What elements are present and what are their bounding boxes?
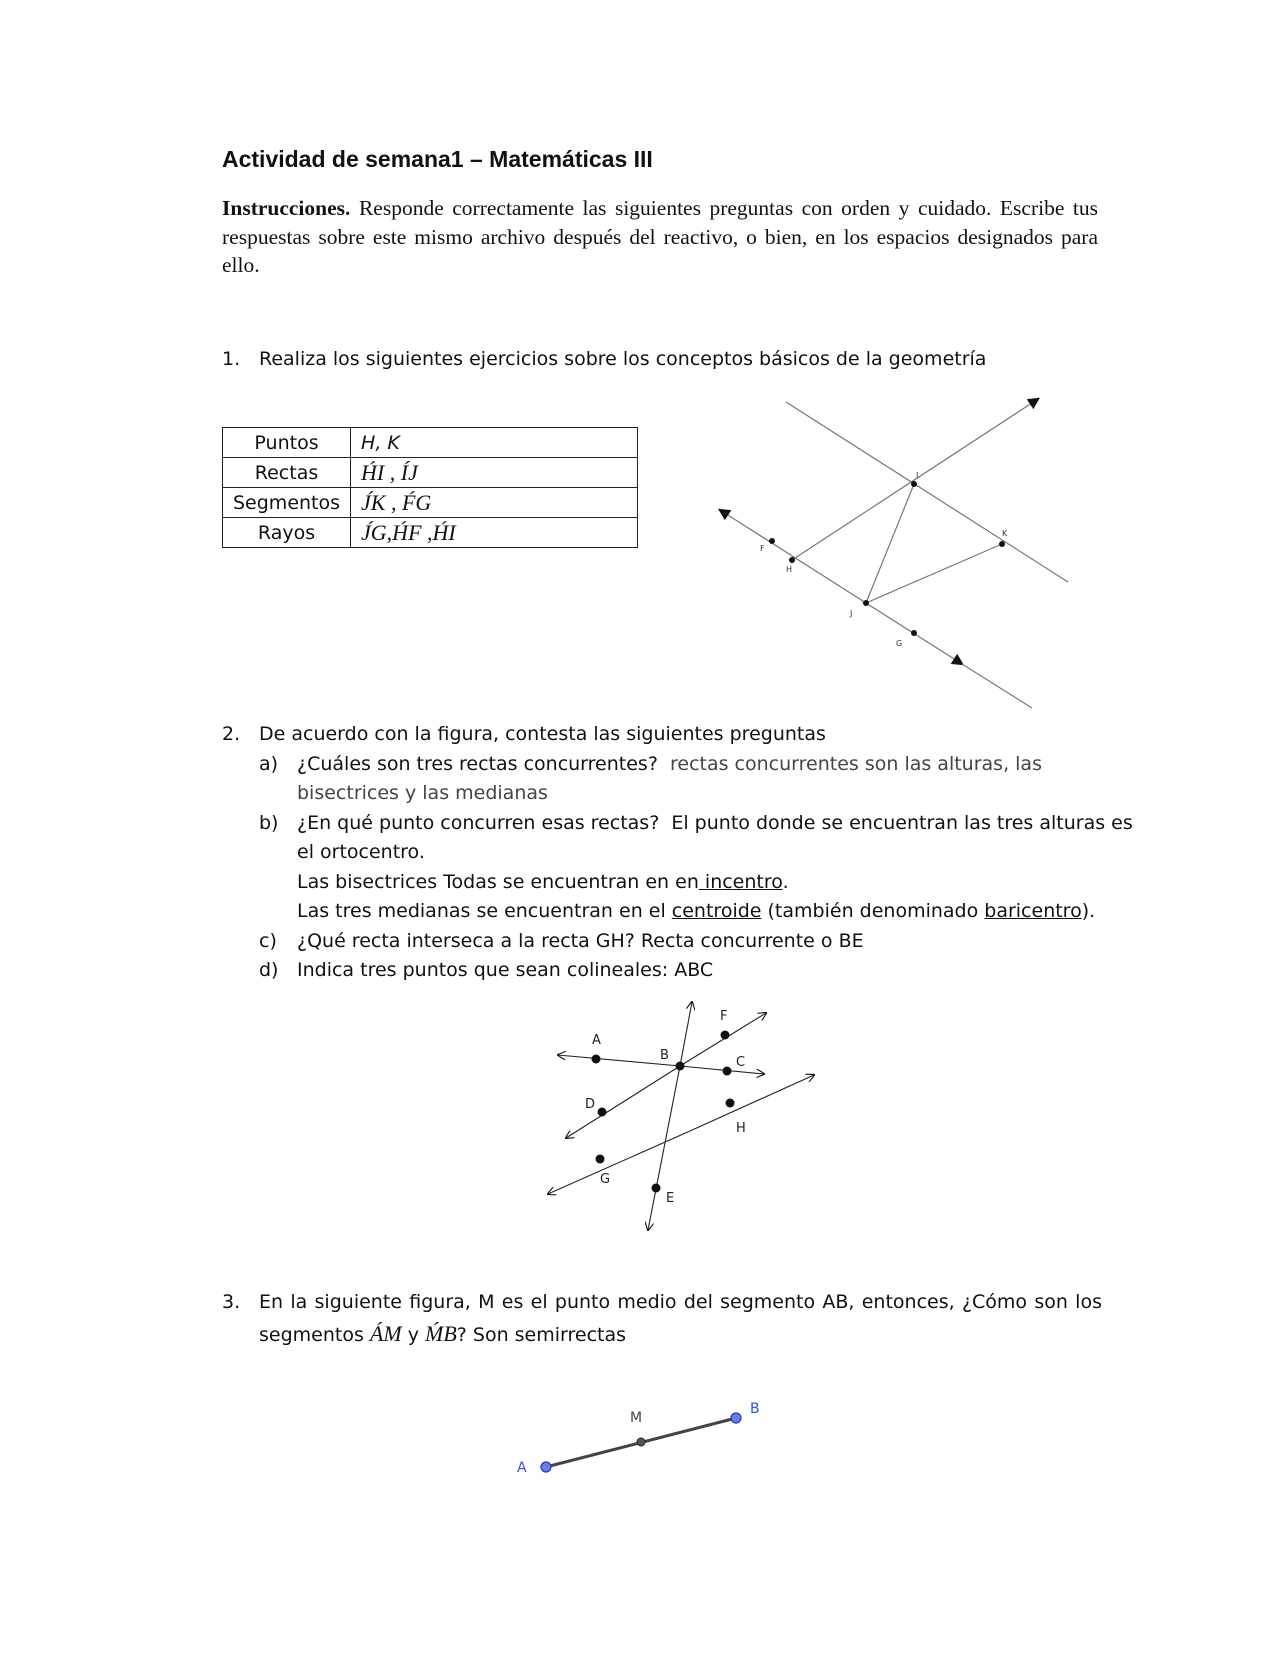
question-text: ? Son semirrectas (456, 1324, 627, 1346)
answer-text: rectas concurrentes son las alturas, las (657, 752, 1042, 775)
question-text: Realiza los siguientes ejercicios sobre los conceptos básicos de la geometría (259, 348, 987, 370)
line-gh-down (548, 1131, 690, 1194)
subquestion-text: ¿Qué recta interseca a la recta GH? Recta concurrente o BE (297, 929, 864, 952)
answer-line (297, 868, 789, 898)
subquestion-text: ¿Cuáles son tres rectas concurrentes? (297, 752, 658, 775)
question-text: segmentos (259, 1324, 370, 1346)
segment-mb: ḾB (425, 1321, 457, 1346)
line-gh-up (690, 1075, 814, 1131)
answer-text: Las tres medianas se encuentran en el (297, 900, 672, 922)
answer-continuation (222, 779, 1102, 809)
figure-2-lines (540, 996, 830, 1246)
point-g (911, 630, 917, 636)
answer-continuation (222, 897, 1102, 927)
label-c: C (736, 1055, 746, 1070)
figure-1-lines (700, 390, 1070, 720)
label-b: B (750, 1401, 760, 1417)
label-b: B (660, 1048, 669, 1063)
label-i: I (916, 471, 919, 480)
point-g (596, 1155, 605, 1164)
table-row (223, 428, 638, 458)
table-row (223, 518, 638, 548)
answer-text: . (782, 870, 789, 893)
figure-3-segment (505, 1390, 775, 1480)
subquestion-d (222, 956, 1102, 986)
table-cell-key: Segmentos (223, 488, 351, 518)
segment-am: ÁM (369, 1321, 402, 1346)
answer-text: (también denominado (761, 900, 985, 922)
geometry-table (222, 427, 638, 548)
answer-underlined: incentro (698, 870, 783, 893)
point-j (863, 600, 869, 606)
table-cell-value: H, K (351, 428, 638, 458)
subquestion-a (222, 750, 1102, 780)
point-e (652, 1184, 661, 1193)
label-a: A (592, 1033, 601, 1048)
label-f: F (720, 1009, 728, 1024)
label-h: H (736, 1121, 746, 1136)
question-number: 1. (222, 348, 241, 370)
table-row (223, 458, 638, 488)
label-m: M (630, 1410, 643, 1426)
point-b (676, 1062, 685, 1071)
label-h: H (786, 565, 793, 574)
question-text: En la siguiente figura, M es el punto medio del segmento AB, entonces, ¿Cómo son los (259, 1291, 1102, 1313)
point-f (769, 538, 775, 544)
table-cell-key: Rayos (223, 518, 351, 548)
point-f (721, 1031, 730, 1040)
point-i (911, 481, 917, 487)
subquestion-b (222, 809, 1133, 839)
table-cell-key: Puntos (223, 428, 351, 458)
subquestion-text: ¿En qué punto concurren esas rectas? (297, 811, 660, 834)
answer-text: El punto donde se encuentran las tres alturas es (659, 811, 1133, 834)
line-ik (786, 402, 1068, 582)
label-f: F (760, 544, 765, 553)
answer-text: bisectrices y las medianas (297, 782, 548, 804)
table-cell-key: Rectas (223, 458, 351, 488)
instructions-body: Responde correctamente las siguientes preguntas con orden y cuidado. Escribe tus respuestas sobre este mismo archivo después del reactivo, o bien, en los espacios designados para ello. (222, 196, 1098, 277)
answer-text: Las bisectrices Todas se encuentran en en (297, 870, 699, 893)
point-h (726, 1099, 735, 1108)
answer-text: el ortocentro. (297, 841, 425, 863)
subquestion-label: b) (259, 811, 279, 834)
line-df-down (566, 1066, 680, 1138)
line-g-ext (962, 664, 1032, 708)
subquestion-label: a) (259, 752, 279, 775)
instructions-lead: Instrucciones. (222, 196, 351, 220)
subquestion-label: c) (259, 929, 277, 952)
subquestion-label: d) (259, 959, 279, 981)
point-h (789, 557, 795, 563)
line-hg-left (720, 510, 866, 603)
answer-text: ). (1081, 900, 1096, 922)
subquestion-line (297, 809, 1133, 839)
question-number: 3. (222, 1291, 241, 1313)
answer-continuation (222, 868, 1102, 898)
question-number: 2. (222, 723, 241, 745)
table-cell-value: J́G,H́F ,H́I (351, 518, 638, 548)
point-c (723, 1067, 732, 1076)
subquestion-line (297, 750, 1042, 780)
label-e: E (666, 1191, 675, 1206)
label-g: G (896, 639, 903, 648)
answer-continuation (222, 838, 1102, 868)
table-row (223, 488, 638, 518)
label-k: K (1002, 529, 1008, 538)
label-a: A (517, 1460, 527, 1476)
point-k (999, 541, 1005, 547)
point-d (598, 1108, 607, 1117)
table-cell-value: H́I , ÍJ (351, 458, 638, 488)
question-text: y (401, 1324, 425, 1346)
answer-underlined: centroide (671, 900, 762, 922)
answer-line (297, 897, 1095, 927)
subquestion-c (222, 927, 1102, 957)
subquestion-text: Indica tres puntos que sean colineales: ABC (297, 959, 714, 981)
line-be-up (680, 1002, 692, 1066)
endpoint-b (731, 1413, 741, 1423)
label-j: J (850, 609, 853, 618)
label-g: G (600, 1172, 611, 1187)
line-ac-right (680, 1066, 764, 1074)
document-title: Actividad de semana1 – Matemáticas III (222, 146, 653, 172)
question-row (222, 720, 1102, 750)
question-text-line-2 (259, 1319, 626, 1351)
answer-underlined: baricentro (984, 900, 1082, 922)
question-text: De acuerdo con la figura, contesta las siguientes preguntas (259, 723, 826, 745)
instructions-paragraph (222, 194, 1098, 280)
point-a (592, 1055, 601, 1064)
midpoint-m (637, 1438, 645, 1446)
endpoint-a (541, 1462, 551, 1472)
question-2 (222, 720, 1133, 986)
label-d: D (585, 1097, 596, 1112)
table-cell-value: J́K , F́G (351, 488, 638, 518)
